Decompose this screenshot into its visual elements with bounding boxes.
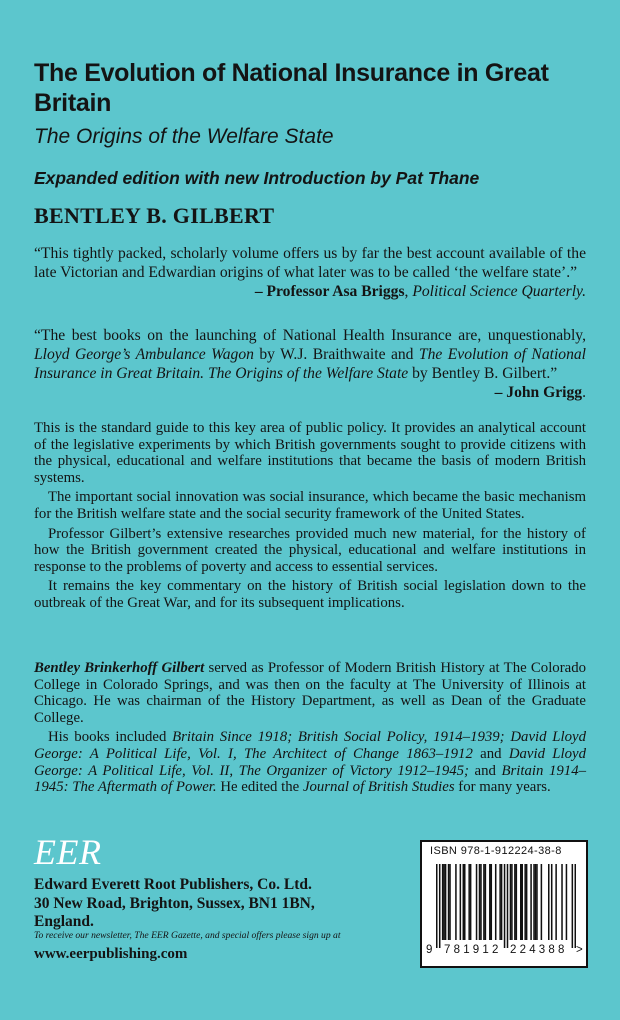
barcode-bar <box>442 864 444 940</box>
barcode-bar <box>460 864 462 940</box>
barcode-bar <box>448 864 450 940</box>
barcode-quiet-mark: > <box>576 944 584 956</box>
barcode-bar <box>514 864 516 940</box>
barcode-bar <box>445 864 447 940</box>
quote-book-ref: The Evolution of National Insurance in Great Britain. The Origins of the Welfare State <box>34 346 587 382</box>
barcode-digits-left: 781912 <box>444 944 502 956</box>
barcode-bar <box>495 864 497 940</box>
barcode-bar <box>575 864 576 948</box>
quote-text: by W.J. Braithwaite and <box>253 346 419 363</box>
barcode-bar <box>555 864 557 940</box>
barcode-bar <box>504 864 506 948</box>
book-description <box>34 420 586 612</box>
attribution-source: Political Science Quarterly. <box>412 283 586 300</box>
publisher-website-link[interactable]: www.eerpublishing.com <box>34 946 188 962</box>
barcode-bar <box>510 864 512 940</box>
attribution-name: – John Grigg <box>494 384 583 401</box>
author-name: BENTLEY B. GILBERT <box>34 203 275 228</box>
barcode-bar <box>489 864 491 940</box>
barcode-bar <box>507 864 509 948</box>
barcode-bar <box>449 864 451 940</box>
newsletter-note: To receive our newsletter, The EER Gazette, and special offers please sign up at <box>34 930 341 941</box>
review-quote-grigg <box>34 326 586 402</box>
publisher-logo: EER <box>34 832 102 872</box>
quote-attribution: – Professor Asa Briggs, Political Science Quarterly. <box>254 283 586 300</box>
barcode-bar <box>468 864 470 940</box>
barcode-bar <box>476 864 478 940</box>
bio-author-name: Bentley Brinkerhoff Gilbert <box>34 660 205 676</box>
book-title: The Evolution of National Insurance in Great Britain <box>34 59 549 117</box>
barcode-bar <box>455 864 457 940</box>
publisher-address-line: 30 New Road, Brighton, Sussex, BN1 1BN, <box>34 894 315 912</box>
barcode-bar <box>470 864 472 940</box>
barcode-bar <box>443 864 445 940</box>
quote-attribution: – John Grigg. <box>494 384 586 401</box>
barcode-bars <box>436 864 576 948</box>
barcode-bar <box>439 864 441 948</box>
barcode-bar <box>530 864 532 940</box>
barcode-bar <box>511 864 513 940</box>
bio-paragraph: Bentley Brinkerhoff Gilbert served as Professor of Modern British History at The Colorado College in Colorado Springs, and was then on the faculty at The University of Illinois at Chicago. He was chairman of the History Department, as well as Dean of the Graduate College. <box>34 660 586 726</box>
barcode-bar <box>561 864 563 940</box>
barcode-bar <box>485 864 487 940</box>
barcode-bar <box>520 864 522 940</box>
barcode-bar <box>479 864 481 940</box>
barcode-bar <box>536 864 538 940</box>
publisher-address <box>34 876 414 932</box>
barcode-bar <box>463 864 465 940</box>
barcode-bar <box>535 864 537 940</box>
isbn-barcode <box>420 840 588 968</box>
book-subtitle: The Origins of the Welfare State <box>34 125 334 148</box>
barcode-bar <box>501 864 503 940</box>
publisher-address-line: England. <box>34 913 94 930</box>
barcode-digit-first: 9 <box>426 944 433 956</box>
barcode-bar <box>526 864 528 940</box>
edition-note: Expanded edition with new Introduction by Pat Thane <box>34 168 480 188</box>
description-paragraph: The important social innovation was social insurance, which became the basic mechanism for the British welfare state and the social security framework of the United States. <box>34 489 586 522</box>
quote-text: by Bentley B. Gilbert.” <box>408 365 558 382</box>
barcode-bar <box>566 864 568 940</box>
attribution-name: – Professor Asa Briggs <box>254 283 405 300</box>
barcode-bar <box>483 864 485 940</box>
quote-text: “This tightly packed, scholarly volume offers us by far the best account available of the late Victorian and Edwardian origins of what later was to be called ‘the welfare state’.” <box>34 245 586 281</box>
quote-text: “The best books on the launching of National Health Insurance are, unquestionably, <box>34 327 586 344</box>
barcode-bar <box>480 864 482 940</box>
barcode-bar <box>541 864 543 940</box>
isbn-label: ISBN 978-1-912224-38-8 <box>430 845 562 857</box>
quote-book-ref: Lloyd George’s Ambulance Wagon <box>34 346 254 363</box>
barcode-bar <box>533 864 535 940</box>
bio-books-paragraph: His books included Britain Since 1918; British Social Policy, 1914–1939; David Lloyd George: A Political Life, Vol. I, The Architect of Change 1863–1912 and David Lloyd George: A Political Life, Vol. II, The Organizer of Victory 1912–1945; and Britain 1914–1945: The Aftermath of Power. He edited the Journal of British Studies for many years. <box>34 729 587 796</box>
barcode-bar <box>524 864 526 940</box>
description-paragraph: It remains the key commentary on the history of British social legislation down to the outbreak of the Great War, and for its subsequent implications. <box>34 578 586 611</box>
barcode-bar <box>572 864 574 948</box>
barcode-bar <box>548 864 550 940</box>
barcode-bar <box>521 864 523 940</box>
author-bio <box>34 660 586 796</box>
barcode-bar <box>436 864 438 948</box>
barcode-bar <box>491 864 493 940</box>
barcode-bar <box>516 864 518 940</box>
barcode-bar <box>499 864 501 940</box>
review-quote-briggs <box>34 244 586 301</box>
description-paragraph: Professor Gilbert’s extensive researches provided much new material, for the history of how the British government created the physical, educational and welfare institutions in response to the problems of poverty and access to essential services. <box>34 525 586 575</box>
barcode-bar <box>551 864 553 940</box>
barcode-digits-right: 224388 <box>510 944 568 956</box>
barcode-bar <box>464 864 466 940</box>
description-paragraph: This is the standard guide to this key area of public policy. It provides an analytical account of the legislative experiments by which British governments sought to provide citizens with the physical, educational and welfare institutions that became the basis of modern British systems. <box>34 420 586 486</box>
publisher-name: Edward Everett Root Publishers, Co. Ltd. <box>34 876 312 893</box>
